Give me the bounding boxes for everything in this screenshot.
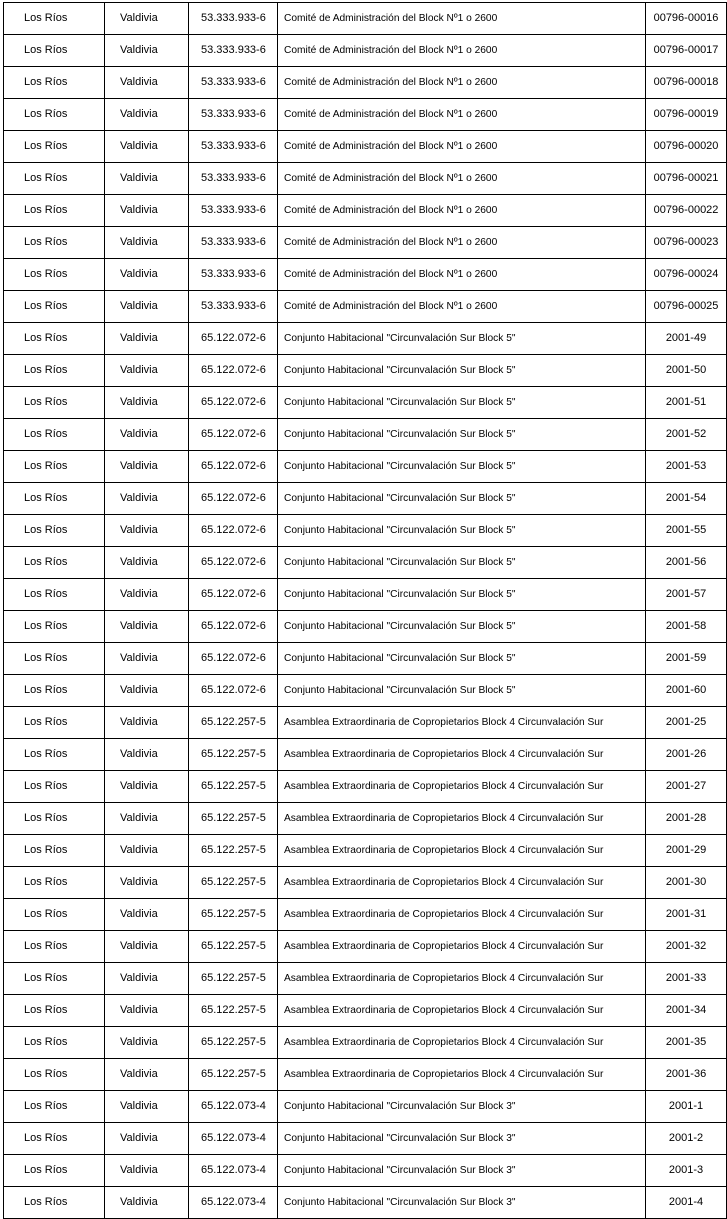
table-row — [4, 131, 727, 163]
comuna-cell: Valdivia — [105, 963, 189, 995]
table-row — [4, 451, 727, 483]
organization-name-cell: Asamblea Extraordinaria de Copropietarios Block 4 Circunvalación Sur — [278, 867, 646, 899]
comuna-cell: Valdivia — [105, 355, 189, 387]
organization-name-cell: Conjunto Habitacional "Circunvalación Sur Block 3" — [278, 1187, 646, 1219]
rut-cell: 65.122.072-6 — [189, 547, 278, 579]
region-cell: Los Ríos — [4, 259, 105, 291]
table-row — [4, 547, 727, 579]
records-table-body — [4, 3, 727, 1219]
organization-name-cell: Conjunto Habitacional "Circunvalación Sur Block 5" — [278, 323, 646, 355]
organization-name-cell: Comité de Administración del Block Nº1 o 2600 — [278, 291, 646, 323]
organization-name-cell: Comité de Administración del Block Nº1 o 2600 — [278, 67, 646, 99]
comuna-cell: Valdivia — [105, 3, 189, 35]
table-row — [4, 1155, 727, 1187]
region-cell: Los Ríos — [4, 579, 105, 611]
region-cell: Los Ríos — [4, 515, 105, 547]
rut-cell: 53.333.933-6 — [189, 99, 278, 131]
comuna-cell: Valdivia — [105, 1187, 189, 1219]
registry-number-cell: 00796-00022 — [646, 195, 727, 227]
comuna-cell: Valdivia — [105, 195, 189, 227]
comuna-cell: Valdivia — [105, 259, 189, 291]
registry-number-cell: 2001-4 — [646, 1187, 727, 1219]
registry-number-cell: 2001-58 — [646, 611, 727, 643]
registry-number-cell: 00796-00017 — [646, 35, 727, 67]
table-row — [4, 963, 727, 995]
table-row — [4, 707, 727, 739]
organization-name-cell: Conjunto Habitacional "Circunvalación Sur Block 5" — [278, 355, 646, 387]
rut-cell: 65.122.072-6 — [189, 483, 278, 515]
registry-number-cell: 00796-00018 — [646, 67, 727, 99]
registry-number-cell: 2001-54 — [646, 483, 727, 515]
rut-cell: 53.333.933-6 — [189, 291, 278, 323]
region-cell: Los Ríos — [4, 419, 105, 451]
comuna-cell: Valdivia — [105, 99, 189, 131]
registry-number-cell: 2001-59 — [646, 643, 727, 675]
rut-cell: 65.122.072-6 — [189, 419, 278, 451]
comuna-cell: Valdivia — [105, 323, 189, 355]
region-cell: Los Ríos — [4, 675, 105, 707]
registry-number-cell: 2001-3 — [646, 1155, 727, 1187]
comuna-cell: Valdivia — [105, 835, 189, 867]
rut-cell: 65.122.072-6 — [189, 451, 278, 483]
comuna-cell: Valdivia — [105, 131, 189, 163]
organization-name-cell: Conjunto Habitacional "Circunvalación Sur Block 5" — [278, 579, 646, 611]
region-cell: Los Ríos — [4, 35, 105, 67]
rut-cell: 65.122.072-6 — [189, 387, 278, 419]
table-row — [4, 419, 727, 451]
registry-number-cell: 2001-53 — [646, 451, 727, 483]
region-cell: Los Ríos — [4, 931, 105, 963]
comuna-cell: Valdivia — [105, 1155, 189, 1187]
rut-cell: 65.122.257-5 — [189, 771, 278, 803]
table-row — [4, 163, 727, 195]
rut-cell: 65.122.072-6 — [189, 323, 278, 355]
rut-cell: 53.333.933-6 — [189, 259, 278, 291]
registry-number-cell: 2001-33 — [646, 963, 727, 995]
region-cell: Los Ríos — [4, 707, 105, 739]
organization-name-cell: Comité de Administración del Block Nº1 o 2600 — [278, 195, 646, 227]
table-row — [4, 771, 727, 803]
registry-number-cell: 00796-00024 — [646, 259, 727, 291]
organization-name-cell: Conjunto Habitacional "Circunvalación Sur Block 5" — [278, 483, 646, 515]
organization-name-cell: Conjunto Habitacional "Circunvalación Sur Block 3" — [278, 1155, 646, 1187]
table-row — [4, 195, 727, 227]
table-row — [4, 291, 727, 323]
rut-cell: 65.122.072-6 — [189, 675, 278, 707]
comuna-cell: Valdivia — [105, 611, 189, 643]
rut-cell: 65.122.073-4 — [189, 1091, 278, 1123]
rut-cell: 65.122.072-6 — [189, 355, 278, 387]
organization-name-cell: Conjunto Habitacional "Circunvalación Sur Block 5" — [278, 675, 646, 707]
region-cell: Los Ríos — [4, 99, 105, 131]
region-cell: Los Ríos — [4, 387, 105, 419]
comuna-cell: Valdivia — [105, 771, 189, 803]
rut-cell: 53.333.933-6 — [189, 131, 278, 163]
registry-number-cell: 2001-52 — [646, 419, 727, 451]
comuna-cell: Valdivia — [105, 387, 189, 419]
rut-cell: 65.122.072-6 — [189, 515, 278, 547]
organization-name-cell: Asamblea Extraordinaria de Copropietarios Block 4 Circunvalación Sur — [278, 771, 646, 803]
records-table — [3, 2, 727, 1219]
region-cell: Los Ríos — [4, 835, 105, 867]
region-cell: Los Ríos — [4, 771, 105, 803]
rut-cell: 65.122.257-5 — [189, 1059, 278, 1091]
registry-number-cell: 2001-56 — [646, 547, 727, 579]
registry-number-cell: 2001-30 — [646, 867, 727, 899]
rut-cell: 65.122.073-4 — [189, 1187, 278, 1219]
region-cell: Los Ríos — [4, 483, 105, 515]
organization-name-cell: Comité de Administración del Block Nº1 o 2600 — [278, 227, 646, 259]
region-cell: Los Ríos — [4, 1123, 105, 1155]
rut-cell: 53.333.933-6 — [189, 227, 278, 259]
rut-cell: 53.333.933-6 — [189, 195, 278, 227]
table-row — [4, 739, 727, 771]
rut-cell: 65.122.257-5 — [189, 899, 278, 931]
table-row — [4, 355, 727, 387]
table-row — [4, 67, 727, 99]
comuna-cell: Valdivia — [105, 675, 189, 707]
rut-cell: 65.122.257-5 — [189, 803, 278, 835]
region-cell: Los Ríos — [4, 867, 105, 899]
table-row — [4, 1187, 727, 1219]
organization-name-cell: Asamblea Extraordinaria de Copropietarios Block 4 Circunvalación Sur — [278, 803, 646, 835]
region-cell: Los Ríos — [4, 739, 105, 771]
rut-cell: 65.122.257-5 — [189, 1027, 278, 1059]
registry-number-cell: 2001-2 — [646, 1123, 727, 1155]
comuna-cell: Valdivia — [105, 899, 189, 931]
organization-name-cell: Asamblea Extraordinaria de Copropietarios Block 4 Circunvalación Sur — [278, 739, 646, 771]
table-row — [4, 1091, 727, 1123]
comuna-cell: Valdivia — [105, 163, 189, 195]
comuna-cell: Valdivia — [105, 419, 189, 451]
registry-number-cell: 2001-32 — [646, 931, 727, 963]
region-cell: Los Ríos — [4, 195, 105, 227]
table-row — [4, 323, 727, 355]
region-cell: Los Ríos — [4, 323, 105, 355]
comuna-cell: Valdivia — [105, 643, 189, 675]
rut-cell: 65.122.257-5 — [189, 963, 278, 995]
rut-cell: 65.122.257-5 — [189, 931, 278, 963]
organization-name-cell: Asamblea Extraordinaria de Copropietarios Block 4 Circunvalación Sur — [278, 1059, 646, 1091]
comuna-cell: Valdivia — [105, 1059, 189, 1091]
region-cell: Los Ríos — [4, 3, 105, 35]
comuna-cell: Valdivia — [105, 227, 189, 259]
table-row — [4, 35, 727, 67]
registry-number-cell: 00796-00016 — [646, 3, 727, 35]
rut-cell: 65.122.257-5 — [189, 707, 278, 739]
organization-name-cell: Comité de Administración del Block Nº1 o 2600 — [278, 163, 646, 195]
region-cell: Los Ríos — [4, 995, 105, 1027]
organization-name-cell: Comité de Administración del Block Nº1 o 2600 — [278, 131, 646, 163]
organization-name-cell: Comité de Administración del Block Nº1 o 2600 — [278, 99, 646, 131]
region-cell: Los Ríos — [4, 451, 105, 483]
organization-name-cell: Conjunto Habitacional "Circunvalación Sur Block 5" — [278, 515, 646, 547]
table-row — [4, 803, 727, 835]
registry-number-cell: 2001-36 — [646, 1059, 727, 1091]
registry-number-cell: 2001-26 — [646, 739, 727, 771]
organization-name-cell: Comité de Administración del Block Nº1 o 2600 — [278, 259, 646, 291]
region-cell: Los Ríos — [4, 1027, 105, 1059]
organization-name-cell: Asamblea Extraordinaria de Copropietarios Block 4 Circunvalación Sur — [278, 931, 646, 963]
region-cell: Los Ríos — [4, 547, 105, 579]
organization-name-cell: Asamblea Extraordinaria de Copropietarios Block 4 Circunvalación Sur — [278, 835, 646, 867]
region-cell: Los Ríos — [4, 227, 105, 259]
region-cell: Los Ríos — [4, 1059, 105, 1091]
registry-number-cell: 00796-00019 — [646, 99, 727, 131]
registry-number-cell: 2001-31 — [646, 899, 727, 931]
registry-number-cell: 2001-60 — [646, 675, 727, 707]
registry-number-cell: 2001-27 — [646, 771, 727, 803]
comuna-cell: Valdivia — [105, 579, 189, 611]
table-row — [4, 99, 727, 131]
registry-number-cell: 2001-35 — [646, 1027, 727, 1059]
organization-name-cell: Conjunto Habitacional "Circunvalación Sur Block 5" — [278, 547, 646, 579]
organization-name-cell: Asamblea Extraordinaria de Copropietarios Block 4 Circunvalación Sur — [278, 899, 646, 931]
rut-cell: 53.333.933-6 — [189, 3, 278, 35]
comuna-cell: Valdivia — [105, 547, 189, 579]
region-cell: Los Ríos — [4, 163, 105, 195]
registry-number-cell: 2001-1 — [646, 1091, 727, 1123]
organization-name-cell: Conjunto Habitacional "Circunvalación Sur Block 5" — [278, 643, 646, 675]
comuna-cell: Valdivia — [105, 483, 189, 515]
region-cell: Los Ríos — [4, 67, 105, 99]
comuna-cell: Valdivia — [105, 707, 189, 739]
comuna-cell: Valdivia — [105, 931, 189, 963]
table-row — [4, 675, 727, 707]
rut-cell: 65.122.072-6 — [189, 643, 278, 675]
table-row — [4, 227, 727, 259]
registry-number-cell: 00796-00023 — [646, 227, 727, 259]
registry-number-cell: 2001-28 — [646, 803, 727, 835]
organization-name-cell: Comité de Administración del Block Nº1 o 2600 — [278, 3, 646, 35]
rut-cell: 65.122.072-6 — [189, 611, 278, 643]
region-cell: Los Ríos — [4, 899, 105, 931]
organization-name-cell: Asamblea Extraordinaria de Copropietarios Block 4 Circunvalación Sur — [278, 707, 646, 739]
rut-cell: 65.122.072-6 — [189, 579, 278, 611]
region-cell: Los Ríos — [4, 963, 105, 995]
comuna-cell: Valdivia — [105, 291, 189, 323]
registry-number-cell: 00796-00020 — [646, 131, 727, 163]
region-cell: Los Ríos — [4, 131, 105, 163]
comuna-cell: Valdivia — [105, 1091, 189, 1123]
comuna-cell: Valdivia — [105, 867, 189, 899]
registry-number-cell: 2001-50 — [646, 355, 727, 387]
table-row — [4, 995, 727, 1027]
rut-cell: 65.122.257-5 — [189, 867, 278, 899]
organization-name-cell: Conjunto Habitacional "Circunvalación Sur Block 5" — [278, 451, 646, 483]
organization-name-cell: Conjunto Habitacional "Circunvalación Sur Block 5" — [278, 419, 646, 451]
rut-cell: 53.333.933-6 — [189, 163, 278, 195]
registry-number-cell: 2001-49 — [646, 323, 727, 355]
table-row — [4, 899, 727, 931]
comuna-cell: Valdivia — [105, 35, 189, 67]
organization-name-cell: Conjunto Habitacional "Circunvalación Sur Block 5" — [278, 387, 646, 419]
table-row — [4, 611, 727, 643]
table-row — [4, 1027, 727, 1059]
table-row — [4, 1123, 727, 1155]
region-cell: Los Ríos — [4, 1091, 105, 1123]
region-cell: Los Ríos — [4, 291, 105, 323]
comuna-cell: Valdivia — [105, 803, 189, 835]
organization-name-cell: Conjunto Habitacional "Circunvalación Sur Block 5" — [278, 611, 646, 643]
organization-name-cell: Conjunto Habitacional "Circunvalación Sur Block 3" — [278, 1091, 646, 1123]
registry-number-cell: 2001-25 — [646, 707, 727, 739]
region-cell: Los Ríos — [4, 803, 105, 835]
table-row — [4, 259, 727, 291]
region-cell: Los Ríos — [4, 611, 105, 643]
organization-name-cell: Conjunto Habitacional "Circunvalación Sur Block 3" — [278, 1123, 646, 1155]
organization-name-cell: Asamblea Extraordinaria de Copropietarios Block 4 Circunvalación Sur — [278, 963, 646, 995]
comuna-cell: Valdivia — [105, 995, 189, 1027]
table-row — [4, 643, 727, 675]
region-cell: Los Ríos — [4, 1155, 105, 1187]
comuna-cell: Valdivia — [105, 515, 189, 547]
rut-cell: 65.122.257-5 — [189, 995, 278, 1027]
organization-name-cell: Comité de Administración del Block Nº1 o 2600 — [278, 35, 646, 67]
table-row — [4, 483, 727, 515]
table-row — [4, 515, 727, 547]
comuna-cell: Valdivia — [105, 451, 189, 483]
comuna-cell: Valdivia — [105, 739, 189, 771]
comuna-cell: Valdivia — [105, 1027, 189, 1059]
registry-number-cell: 00796-00021 — [646, 163, 727, 195]
rut-cell: 65.122.073-4 — [189, 1123, 278, 1155]
table-row — [4, 387, 727, 419]
rut-cell: 65.122.257-5 — [189, 739, 278, 771]
registry-number-cell: 2001-51 — [646, 387, 727, 419]
rut-cell: 65.122.257-5 — [189, 835, 278, 867]
comuna-cell: Valdivia — [105, 1123, 189, 1155]
registry-number-cell: 2001-57 — [646, 579, 727, 611]
table-row — [4, 867, 727, 899]
rut-cell: 53.333.933-6 — [189, 35, 278, 67]
region-cell: Los Ríos — [4, 355, 105, 387]
table-row — [4, 931, 727, 963]
registry-number-cell: 2001-55 — [646, 515, 727, 547]
registry-number-cell: 00796-00025 — [646, 291, 727, 323]
table-row — [4, 3, 727, 35]
registry-number-cell: 2001-29 — [646, 835, 727, 867]
rut-cell: 53.333.933-6 — [189, 67, 278, 99]
table-row — [4, 1059, 727, 1091]
rut-cell: 65.122.073-4 — [189, 1155, 278, 1187]
registry-number-cell: 2001-34 — [646, 995, 727, 1027]
organization-name-cell: Asamblea Extraordinaria de Copropietarios Block 4 Circunvalación Sur — [278, 1027, 646, 1059]
comuna-cell: Valdivia — [105, 67, 189, 99]
table-row — [4, 579, 727, 611]
region-cell: Los Ríos — [4, 1187, 105, 1219]
region-cell: Los Ríos — [4, 643, 105, 675]
table-row — [4, 835, 727, 867]
organization-name-cell: Asamblea Extraordinaria de Copropietarios Block 4 Circunvalación Sur — [278, 995, 646, 1027]
